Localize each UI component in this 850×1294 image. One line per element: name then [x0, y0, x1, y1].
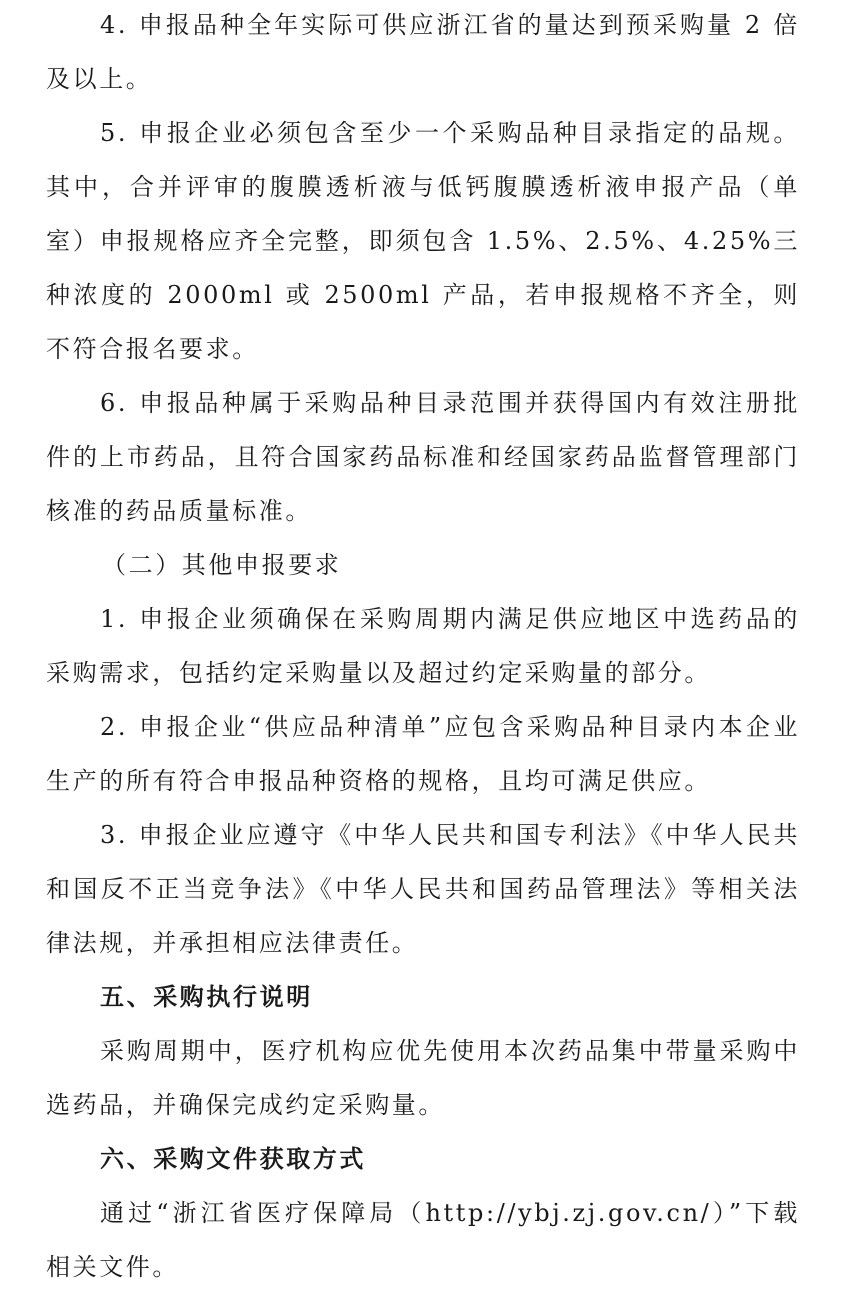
paragraph-item-4: 4. 申报品种全年实际可供应浙江省的量达到预采购量 2 倍及以上。 [46, 11, 800, 93]
paragraph-item-5: 5. 申报企业必须包含至少一个采购品种目录指定的品规。其中，合并评审的腹膜透析液与低钙腹膜透析液申报产品（单室）申报规格应齐全完整，即须包含 1.5%、2.5%、4.25%三种浓度的 2000ml 或 2500ml 产品，若申报规格不齐全，则不符合报名要求。 [46, 119, 800, 363]
paragraph-procurement-execution: 采购周期中，医疗机构应优先使用本次药品集中带量采购中选药品，并确保完成约定采购量。 [46, 1037, 800, 1119]
paragraph-requirement-2: 2. 申报企业“供应品种清单”应包含采购品种目录内本企业生产的所有符合申报品种资格的规格，且均可满足供应。 [46, 713, 800, 795]
section-heading-document-access: 六、采购文件获取方式 [100, 1145, 366, 1173]
paragraph-requirement-3: 3. 申报企业应遵守《中华人民共和国专利法》《中华人民共和国反不正当竞争法》《中华人民共和国药品管理法》等相关法律法规，并承担相应法律责任。 [46, 821, 800, 957]
paragraph-document-access: 通过“浙江省医疗保障局（http://ybj.zj.gov.cn/）”下载相关文件。 [46, 1199, 800, 1281]
paragraph-requirement-1: 1. 申报企业须确保在采购周期内满足供应地区中选药品的采购需求，包括约定采购量以及超过约定采购量的部分。 [46, 605, 800, 687]
section-heading-procurement-execution: 五、采购执行说明 [100, 983, 313, 1011]
subheading-other-requirements: （二）其他申报要求 [102, 551, 342, 579]
paragraph-item-6: 6. 申报品种属于采购品种目录范围并获得国内有效注册批件的上市药品，且符合国家药品标准和经国家药品监督管理部门核准的药品质量标准。 [46, 389, 800, 525]
